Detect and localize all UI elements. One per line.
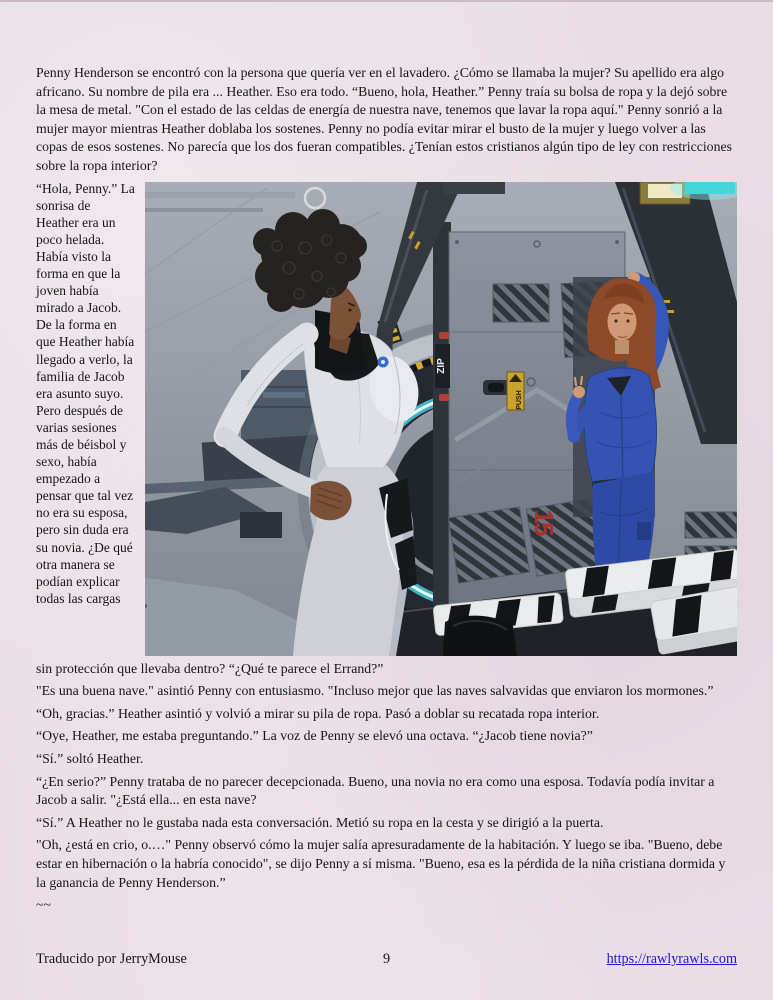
zip-label: ZIP bbox=[436, 357, 447, 374]
paragraph-2-tail: sin protección que llevaba dentro? “¿Qué te parece el Errand?” bbox=[36, 660, 384, 676]
hand bbox=[573, 386, 585, 398]
ceiling-pipe bbox=[145, 192, 295, 198]
paragraph-7: “¿En serio?” Penny trataba de no parecer decepcionada. Bueno, una novia no era como una esposa. Todavía podía invitar a Jacob a salir. "¿Está ella... en esta nave? bbox=[36, 773, 715, 808]
vent-panel bbox=[493, 284, 549, 322]
translator-credit: Traducido por JerryMouse bbox=[36, 951, 187, 967]
paragraph-3: "Es una buena nave." asintió Penny con entusiasmo. "Incluso mejor que las naves salvavidas que enviaron los mormones.” bbox=[36, 683, 714, 699]
push-plate bbox=[507, 372, 524, 410]
paragraph-8: “Sí.” A Heather no le gustaba nada esta conversación. Metió su ropa en la cesta y se dirigió a la puerta. bbox=[36, 814, 604, 830]
paragraph-9: "Oh, ¿está en crio, o.…" Penny observó cómo la mujer salía apresuradamente de la habitación. Y luego se iba. "Bueno, debe estar en hibernación o la habría conocido", se dijo Penny a sí misma. "Bueno, esa es la pérdida de la niña cristiana dormida y la ganancia de Penny Henderson.” bbox=[36, 837, 726, 890]
story-content bbox=[36, 64, 737, 919]
push-label: PUSH bbox=[516, 389, 523, 410]
paragraph-1: Penny Henderson se encontró con la persona que quería ver en el lavadero. ¿Cómo se llamaba la mujer? Su apellido era algo africano. Su nombre de pila era ... Heather. Eso era todo. “Bueno, hola, Heather.” Penny traía su bolsa de ropa y la dejó sobre la mesa de metal. "Con el estado de las celdas de energía de nuestra nave, tenemos que lavar la ropa aquí." Penny sonrió a la mujer mayor mientras Heather doblaba los sostenes. Penny no podía evitar mirar el busto de la mujer y luego volver a las copas de esos sostenes. No parecía que los dos fueran compatibles. ¿Tenían estos cristianos algún tipo de ley con restricciones sobre la ropa interior? bbox=[36, 65, 732, 173]
paragraph-6: “Sí.” soltó Heather. bbox=[36, 750, 144, 766]
story-illustration bbox=[145, 182, 737, 656]
red-tag bbox=[439, 394, 449, 401]
paragraph-5: “Oye, Heather, me estaba preguntando.” La voz de Penny se elevó una octava. “¿Jacob tiene novia?” bbox=[36, 728, 593, 744]
face bbox=[608, 303, 637, 340]
paragraph-2-column: “Hola, Penny.” La sonrisa de Heather era un poco helada. Había visto la forma en que la joven había mirado a Jacob. De la forma en que Heather había llegado a verlo, la familia de Jacob era asunto suyo. Pero después de varias sesiones más de béisbol y sexo, había empezado a pensar que tal vez no era su esposa, pero sin duda era su novia. ¿De qué otra manera se podían explicar todas las cargas bbox=[36, 180, 135, 606]
red-tag bbox=[439, 332, 449, 339]
website-link[interactable]: https://rawlyrawls.com bbox=[606, 951, 737, 967]
ceiling-light bbox=[685, 182, 735, 194]
paragraph-4: “Oh, gracias.” Heather asintió y volvió a mirar su pila de ropa. Pasó a doblar su recatada ropa interior. bbox=[36, 705, 600, 721]
page-footer bbox=[36, 950, 737, 968]
page-number: 9 bbox=[382, 951, 391, 967]
scifi-laundry-scene bbox=[145, 182, 737, 656]
left-text-column bbox=[36, 180, 135, 607]
ceiling-pipe-2 bbox=[145, 208, 263, 212]
image-text-row bbox=[36, 180, 737, 656]
scene-separator: ~~ bbox=[36, 897, 51, 913]
vent-panel bbox=[448, 506, 529, 582]
door-emblem: 15 bbox=[529, 509, 559, 535]
